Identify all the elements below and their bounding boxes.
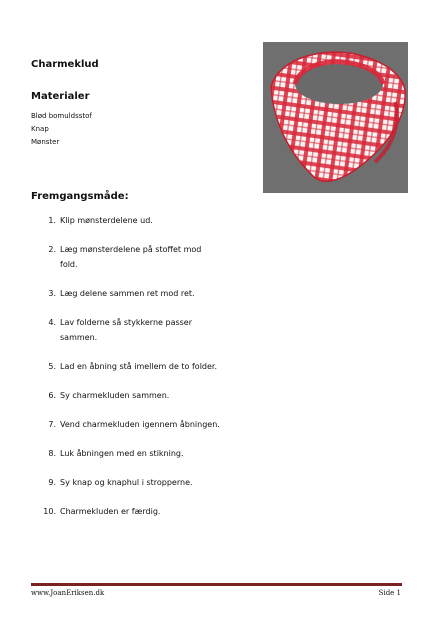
footer-website: www.JoanEriksen.dk [31, 589, 105, 597]
material-item: Knap [31, 125, 49, 133]
footer-divider [31, 583, 402, 586]
step-number: 8. [48, 449, 56, 458]
materials-heading: Materialer [31, 91, 90, 102]
materials-list [31, 110, 92, 149]
step-item [41, 242, 241, 272]
step-item [41, 504, 241, 519]
step-number: 10. [43, 507, 56, 516]
step-text: Charmekluden er færdig. [60, 507, 161, 516]
step-text: Vend charmekluden igennem åbningen. [60, 420, 220, 429]
step-text: Klip mønsterdelene ud. [60, 216, 153, 225]
step-item [41, 446, 241, 461]
step-number: 6. [48, 391, 56, 400]
step-item [41, 359, 241, 374]
step-item [41, 475, 241, 490]
step-number: 5. [48, 362, 56, 371]
step-text: Luk åbningen med en stikning. [60, 449, 184, 458]
material-item: Blød bomuldsstof [31, 112, 92, 120]
product-photo [263, 42, 408, 193]
page-title: Charmeklud [31, 59, 99, 70]
step-item [41, 286, 241, 301]
step-text: Sy charmekluden sammen. [60, 391, 170, 400]
step-number: 1. [48, 216, 56, 225]
step-number: 2. [48, 245, 56, 254]
step-number: 4. [48, 318, 56, 327]
procedure-heading: Fremgangsmåde: [31, 191, 129, 202]
step-number: 7. [48, 420, 56, 429]
step-text: Sy knap og knaphul i stropperne. [60, 478, 193, 487]
step-item [41, 213, 241, 228]
step-item [41, 417, 241, 432]
step-item [41, 315, 241, 345]
bandana-bib-illustration [263, 42, 408, 193]
steps-list [41, 213, 241, 533]
step-number: 3. [48, 289, 56, 298]
material-item: Mønster [31, 138, 60, 146]
step-number: 9. [48, 478, 56, 487]
step-item [41, 388, 241, 403]
step-text: Læg mønsterdelene på stoffet mod fold. [60, 245, 202, 269]
step-text: Læg delene sammen ret mod ret. [60, 289, 195, 298]
step-text: Lad en åbning stå imellem de to folder. [60, 362, 218, 371]
footer-page-number: Side 1 [378, 589, 401, 597]
step-text: Lav folderne så stykkerne passer sammen. [60, 318, 193, 342]
